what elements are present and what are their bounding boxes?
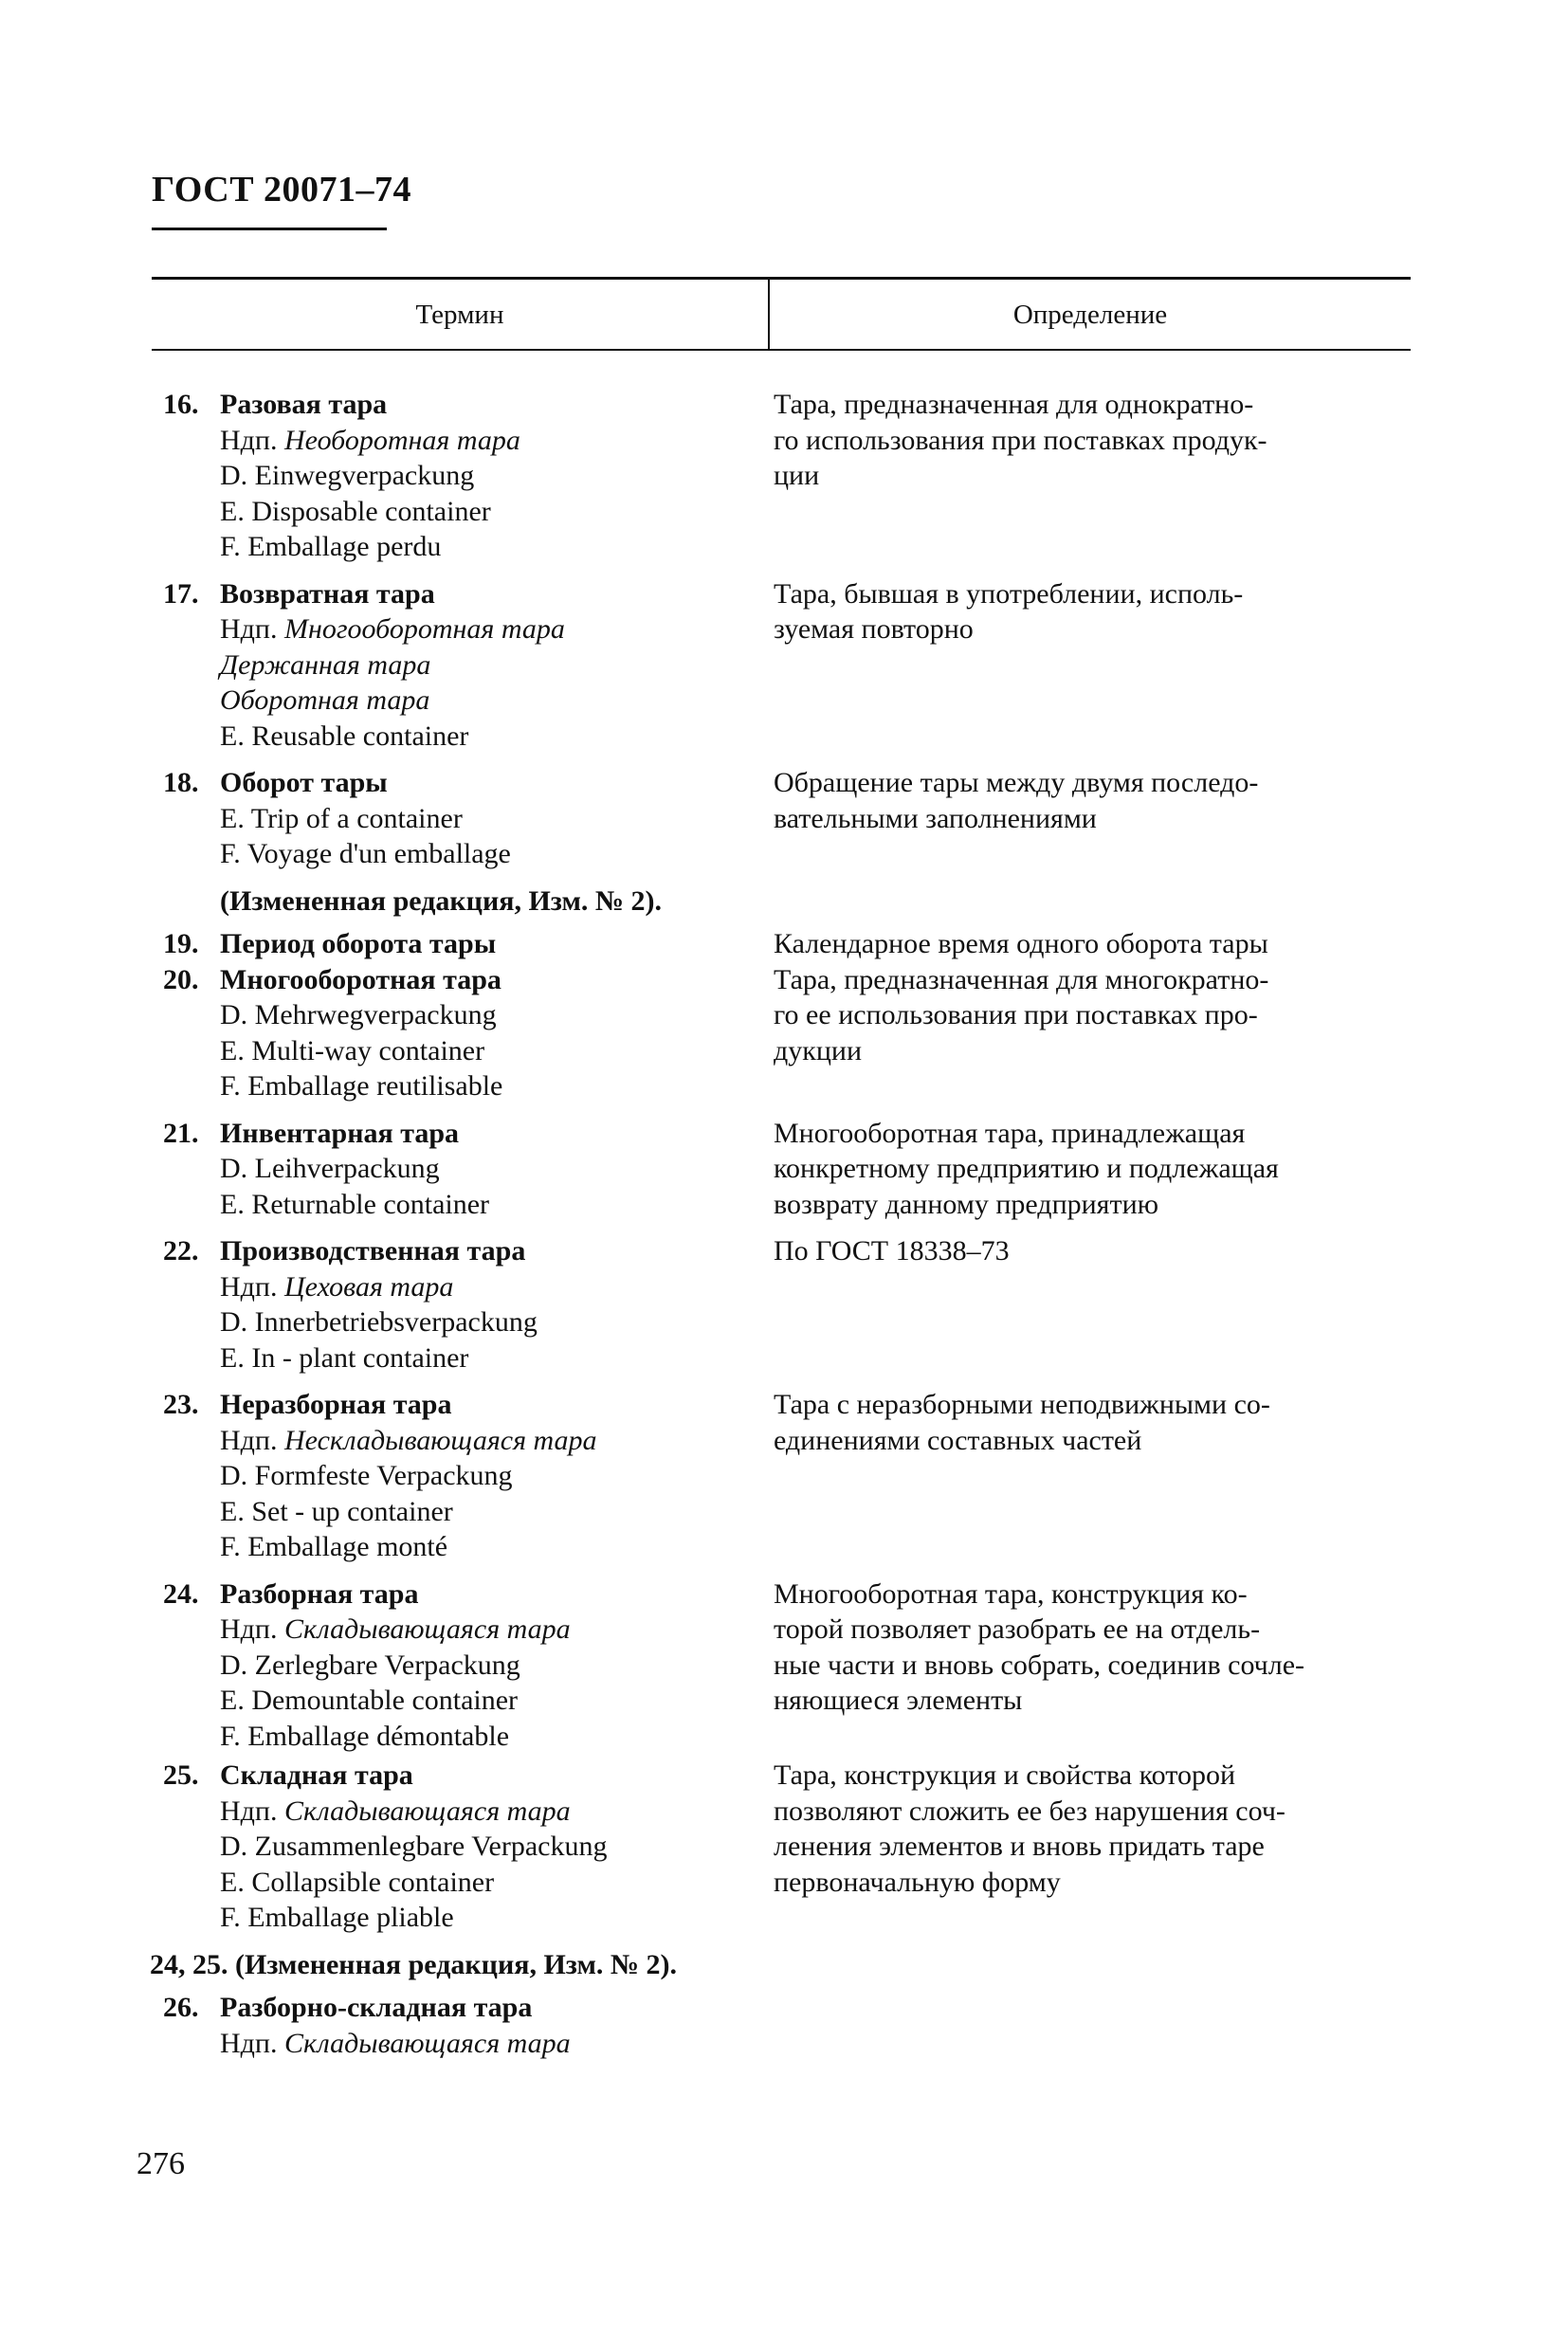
term-synonym [163, 801, 774, 837]
synonym-text: Reusable container [251, 720, 469, 752]
term-synonym [163, 1068, 774, 1104]
term-synonym [163, 1033, 774, 1069]
term-name: Многооборотная тара [220, 963, 501, 995]
definition-cell [774, 387, 1414, 565]
terms-list [0, 387, 1568, 2061]
term-synonym [163, 1494, 774, 1530]
synonym-label: Ндп. [220, 1795, 278, 1827]
definition-cell [774, 1116, 1414, 1223]
synonym-label: E. [220, 1034, 245, 1066]
synonym-text: In - plant container [251, 1341, 469, 1374]
synonym-text: Складывающаяся тара [283, 2027, 571, 2059]
definition-cell [774, 1758, 1414, 1936]
term-synonym [163, 1612, 774, 1648]
definition-line: зуемая повторно [774, 613, 974, 645]
synonym-text: Emballage reutilisable [247, 1070, 503, 1102]
term-name: Производственная тара [220, 1235, 526, 1267]
synonym-text: Emballage perdu [247, 531, 442, 562]
synonym-label: D. [220, 1831, 248, 1862]
term-synonym [163, 1269, 774, 1305]
term-synonym [163, 836, 774, 872]
synonym-text: Trip of a container [250, 802, 463, 834]
synonym-text: Demountable container [251, 1685, 519, 1716]
term-synonym [163, 683, 774, 719]
synonym-label: E. [220, 1685, 245, 1716]
term-name: Период оборота тары [220, 928, 497, 959]
column-header-definition: Определение [1012, 300, 1168, 330]
term-name: Неразборная тара [220, 1389, 452, 1420]
definition-line: Обращение тары между двумя последо- [774, 767, 1259, 798]
table-header-rule [152, 349, 1411, 351]
synonym-text: Voyage d'un emballage [246, 838, 511, 869]
synonym-label: D. [220, 1306, 248, 1338]
term-cell [0, 1990, 774, 2061]
definition-line: возврату данному предприятию [774, 1188, 1159, 1220]
synonym-label: E. [220, 1341, 245, 1374]
synonym-text: Leihverpackung [254, 1153, 440, 1184]
definition-cell [774, 1233, 1414, 1376]
synonym-text: Collapsible container [251, 1866, 495, 1898]
definition-cell [774, 576, 1414, 755]
synonym-text: Mehrwegverpackung [254, 999, 497, 1030]
table-top-rule [152, 277, 1411, 280]
synonym-label: E. [220, 802, 245, 834]
term-number: 23. [163, 1389, 199, 1420]
synonym-text: Оборотная тара [220, 684, 430, 716]
column-header-term: Термин [415, 300, 504, 330]
definition-line: позволяют сложить ее без нарушения соч- [774, 1795, 1285, 1827]
term-cell [0, 1233, 774, 1376]
synonym-text: Emballage monté [247, 1531, 448, 1562]
term-number: 17. [163, 577, 199, 610]
term-synonym [163, 1683, 774, 1719]
synonym-text: Einwegverpackung [254, 460, 475, 491]
term-number: 24. [163, 1577, 199, 1610]
synonym-label: F. [220, 1902, 241, 1933]
synonym-label: E. [220, 495, 245, 527]
term-synonym [163, 997, 774, 1033]
synonym-label: F. [220, 1720, 241, 1752]
term-synonym [163, 458, 774, 494]
term-synonym [163, 1719, 774, 1755]
term-cell [0, 576, 774, 755]
term-cell [0, 387, 774, 565]
definition-cell [774, 926, 1414, 962]
definition-line: Многооборотная тара, конструкция ко- [774, 1577, 1248, 1610]
definition-line: Календарное время одного оборота тары [774, 928, 1268, 959]
term-synonym [163, 1900, 774, 1936]
synonym-text: Multi-way container [251, 1034, 485, 1066]
term-synonym [163, 647, 774, 683]
term-cell [0, 1387, 774, 1565]
synonym-label: F. [220, 838, 241, 869]
page-number: 276 [137, 2146, 185, 2181]
term-synonym [163, 719, 774, 755]
term-entry [0, 1387, 1568, 1565]
definition-line: Многооборотная тара, принадлежащая [774, 1117, 1246, 1149]
term-name: Разборная тара [220, 1577, 419, 1610]
term-entry [0, 576, 1568, 755]
definition-line: Тара, предназначенная для многократно- [774, 963, 1269, 995]
synonym-label: E. [220, 1188, 245, 1220]
term-synonym [163, 1865, 774, 1901]
synonym-label: F. [220, 531, 241, 562]
term-number: 26. [163, 1992, 199, 2023]
synonym-label: D. [220, 1649, 248, 1681]
synonym-label: F. [220, 1070, 241, 1102]
term-synonym [163, 423, 774, 459]
synonym-text: Zusammenlegbare Verpackung [254, 1831, 608, 1862]
definition-cell [774, 765, 1414, 872]
definition-line: конкретному предприятию и подлежащая [774, 1153, 1279, 1184]
term-name: Разовая тара [220, 389, 388, 420]
term-number: 16. [163, 389, 199, 420]
synonym-text: Складывающаяся тара [283, 1613, 571, 1645]
term-synonym [163, 1423, 774, 1459]
term-name: Возвратная тара [220, 577, 435, 610]
definition-line: го использования при поставках продук- [774, 424, 1267, 456]
synonym-text: Emballage pliable [247, 1902, 454, 1933]
amendment-note: 24, 25. (Измененная редакция, Изм. № 2). [150, 1948, 678, 1980]
synonym-text: Innerbetriebsverpackung [254, 1306, 538, 1338]
term-entry [0, 962, 1568, 1104]
term-entry [0, 387, 1568, 565]
synonym-label: Ндп. [220, 424, 278, 456]
term-synonym [163, 1187, 774, 1223]
synonym-label: E. [220, 720, 245, 752]
synonym-text: Многооборотная тара [283, 613, 565, 645]
synonym-label: F. [220, 1531, 241, 1562]
term-number: 19. [163, 928, 199, 959]
term-number: 22. [163, 1235, 199, 1267]
term-cell [0, 1758, 774, 1936]
term-synonym [163, 1829, 774, 1865]
term-number: 20. [163, 963, 199, 995]
term-entry [0, 1576, 1568, 1755]
term-synonym [163, 611, 774, 647]
term-entry [0, 1758, 1568, 1936]
term-cell [0, 765, 774, 872]
synonym-label: D. [220, 1460, 248, 1491]
definition-line: дукции [774, 1034, 863, 1066]
definition-line: Тара, бывшая в употреблении, исполь- [774, 577, 1244, 610]
term-number: 25. [163, 1759, 199, 1791]
definition-line: Тара с неразборными неподвижными со- [774, 1389, 1270, 1420]
term-name: Инвентарная тара [220, 1117, 460, 1149]
term-synonym [163, 494, 774, 530]
synonym-label: E. [220, 1866, 245, 1898]
term-entry [0, 926, 1568, 962]
synonym-text: Disposable container [251, 495, 491, 527]
definition-cell [774, 1387, 1414, 1565]
synonym-text: Держанная тара [220, 648, 431, 681]
synonym-label: Ндп. [220, 2027, 278, 2059]
definition-line: торой позволяет разобрать ее на отдель- [774, 1613, 1261, 1645]
definition-line: ции [774, 460, 820, 491]
definition-line: первоначальную форму [774, 1866, 1061, 1898]
definition-line: единениями составных частей [774, 1424, 1142, 1456]
synonym-label: D. [220, 1153, 248, 1184]
term-name: Оборот тары [220, 767, 388, 798]
synonym-text: Set - up container [251, 1495, 453, 1527]
term-entry [0, 1116, 1568, 1223]
term-name: Разборно-складная тара [220, 1992, 533, 2023]
synonym-label: Ндп. [220, 1424, 278, 1456]
term-cell [0, 1576, 774, 1755]
synonym-label: E. [220, 1495, 245, 1527]
document-title: ГОСТ 20071–74 [152, 170, 412, 210]
term-synonym [163, 1648, 774, 1684]
definition-line: няющиеся элементы [774, 1685, 1023, 1716]
term-synonym [163, 1304, 774, 1340]
synonym-text: Returnable container [251, 1188, 490, 1220]
definition-line: Тара, предназначенная для однократно- [774, 389, 1254, 420]
amendment-note: (Измененная редакция, Изм. № 2). [220, 884, 663, 917]
synonym-label: Ндп. [220, 1270, 278, 1303]
synonym-label: D. [220, 460, 248, 491]
term-synonym [163, 1458, 774, 1494]
term-cell [0, 962, 774, 1104]
term-entry [0, 1990, 1568, 2061]
term-name: Складная тара [220, 1759, 413, 1791]
definition-line: го ее использования при поставках про- [774, 999, 1258, 1030]
term-cell [0, 1116, 774, 1223]
term-entry [0, 765, 1568, 872]
term-synonym [163, 529, 774, 565]
term-number: 18. [163, 767, 199, 798]
synonym-label: Ндп. [220, 1613, 278, 1645]
definition-cell [774, 1990, 1414, 2061]
definition-cell [774, 1576, 1414, 1755]
synonym-label: Ндп. [220, 613, 278, 645]
synonym-text: Складывающаяся тара [283, 1795, 571, 1827]
term-number: 21. [163, 1117, 199, 1149]
definition-line: Тара, конструкция и свойства которой [774, 1759, 1236, 1791]
definition-line: ленения элементов и вновь придать таре [774, 1831, 1265, 1862]
synonym-text: Formfeste Verpackung [254, 1460, 513, 1491]
definition-line: вательными заполнениями [774, 802, 1097, 834]
synonym-text: Необоротная тара [283, 424, 520, 456]
term-entry [0, 1233, 1568, 1376]
synonym-text: Нескладывающаяся тара [283, 1424, 597, 1456]
synonym-label: D. [220, 999, 248, 1030]
term-synonym [163, 1529, 774, 1565]
definition-line: По ГОСТ 18338–73 [774, 1235, 1010, 1267]
term-synonym [163, 1151, 774, 1187]
definition-cell [774, 962, 1414, 1104]
synonym-text: Emballage démontable [247, 1720, 510, 1752]
synonym-text: Zerlegbare Verpackung [254, 1649, 520, 1681]
title-underline [152, 228, 387, 230]
term-cell [0, 926, 774, 962]
synonym-text: Цеховая тара [283, 1270, 454, 1303]
term-synonym [163, 2026, 774, 2062]
term-synonym [163, 1794, 774, 1830]
term-synonym [163, 1340, 774, 1376]
definition-line: ные части и вновь собрать, соединив сочле- [774, 1649, 1305, 1681]
